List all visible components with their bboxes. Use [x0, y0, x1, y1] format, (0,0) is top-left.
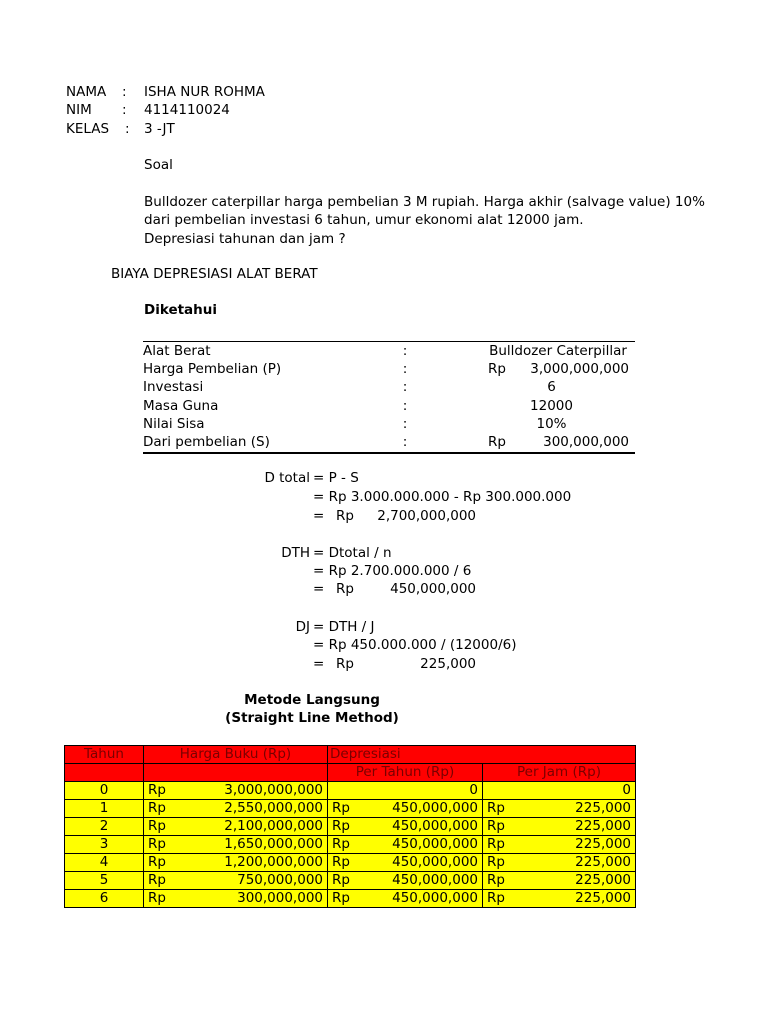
nim-label: NIM	[66, 102, 92, 118]
cell-per-jam	[483, 800, 636, 818]
known-row-masa-guna	[143, 397, 635, 415]
currency-label: Rp	[332, 854, 350, 870]
soal-heading: Soal	[144, 157, 173, 173]
cell-tahun: 2	[65, 818, 144, 836]
amount-value: 2,550,000,000	[224, 800, 323, 816]
header-harga-buku: Harga Buku (Rp)	[144, 746, 328, 764]
cell-per-tahun	[328, 854, 483, 872]
known-label: Investasi	[143, 379, 204, 395]
header-per-tahun: Per Tahun (Rp)	[328, 764, 483, 782]
kelas-value: 3 -JT	[144, 121, 175, 137]
currency-label: Rp	[148, 782, 166, 798]
dth-line-1: = Dtotal / n	[313, 545, 392, 561]
amount-value: 225,000	[575, 872, 631, 888]
header-tahun: Tahun	[65, 746, 144, 764]
nama-value: ISHA NUR ROHMA	[144, 84, 265, 100]
table-row	[65, 800, 636, 818]
table-row	[65, 818, 636, 836]
dj-line-3-value: 225,000	[420, 656, 476, 672]
table-row	[65, 890, 636, 908]
dj-line-2: = Rp 450.000.000 / (12000/6)	[313, 637, 517, 653]
metode-subtitle: (Straight Line Method)	[225, 710, 399, 726]
cell-per-jam	[483, 872, 636, 890]
currency-label: Rp	[332, 836, 350, 852]
dtotal-line-2: = Rp 3.000.000.000 - Rp 300.000.000	[313, 489, 572, 505]
cell-per-tahun	[328, 836, 483, 854]
amount-value: 750,000,000	[237, 872, 323, 888]
amount-value: 2,100,000,000	[224, 818, 323, 834]
known-colon: :	[402, 398, 408, 414]
dtotal-line-3-eq: =	[313, 508, 325, 524]
currency-label: Rp	[332, 872, 350, 888]
nim-colon: :	[122, 102, 127, 118]
cell-harga-buku	[144, 782, 328, 800]
known-value: 6	[547, 379, 556, 395]
dth-line-3-value: 450,000,000	[390, 581, 476, 597]
known-label: Masa Guna	[143, 398, 219, 414]
dth-label: DTH	[281, 545, 310, 561]
amount-value: 225,000	[575, 836, 631, 852]
currency-label: Rp	[487, 872, 505, 888]
amount-value: 225,000	[575, 800, 631, 816]
currency-label: Rp	[332, 890, 350, 906]
dtotal-label: D total	[264, 470, 310, 486]
kelas-label: KELAS	[66, 121, 110, 137]
cell-per-jam	[483, 782, 636, 800]
metode-title: Metode Langsung	[244, 692, 380, 708]
table-row	[65, 836, 636, 854]
amount-value: 225,000	[575, 818, 631, 834]
dj-label: DJ	[295, 619, 310, 635]
known-colon: :	[402, 343, 408, 359]
cell-harga-buku	[144, 800, 328, 818]
cell-per-tahun	[328, 872, 483, 890]
known-row-harga-pembelian	[143, 360, 635, 378]
currency-label: Rp	[487, 890, 505, 906]
known-currency: Rp	[488, 361, 506, 377]
known-colon: :	[402, 361, 408, 377]
depreciation-table	[64, 745, 636, 908]
table-subheader-row	[65, 764, 636, 782]
known-value: 3,000,000,000	[530, 361, 629, 377]
cell-harga-buku	[144, 872, 328, 890]
dtotal-line-3-rp: Rp	[336, 508, 354, 524]
known-label: Nilai Sisa	[143, 416, 205, 432]
table-row	[65, 872, 636, 890]
nim-value: 4114110024	[144, 102, 230, 118]
cell-tahun: 6	[65, 890, 144, 908]
soal-line-3: Depresiasi tahunan dan jam ?	[144, 231, 346, 247]
cell-harga-buku	[144, 890, 328, 908]
known-label: Alat Berat	[143, 343, 211, 359]
currency-label: Rp	[148, 890, 166, 906]
currency-label: Rp	[148, 836, 166, 852]
known-row-nilai-sisa	[143, 415, 635, 433]
cell-harga-buku	[144, 854, 328, 872]
dj-line-3-rp: Rp	[336, 656, 354, 672]
amount-value: 450,000,000	[392, 872, 478, 888]
nama-colon: :	[122, 84, 127, 100]
amount-value: 450,000,000	[392, 890, 478, 906]
currency-label: Rp	[487, 836, 505, 852]
known-row-investasi	[143, 378, 635, 396]
amount-value: 0	[622, 782, 631, 798]
header-per-jam: Per Jam (Rp)	[483, 764, 636, 782]
amount-value: 225,000	[575, 890, 631, 906]
known-value: 12000	[530, 398, 573, 414]
currency-label: Rp	[148, 818, 166, 834]
currency-label: Rp	[487, 854, 505, 870]
amount-value: 450,000,000	[392, 800, 478, 816]
cell-per-tahun	[328, 782, 483, 800]
page-title: BIAYA DEPRESIASI ALAT BERAT	[111, 266, 318, 282]
cell-tahun: 1	[65, 800, 144, 818]
cell-per-jam	[483, 836, 636, 854]
dth-line-3-eq: =	[313, 581, 325, 597]
cell-tahun: 5	[65, 872, 144, 890]
amount-value: 450,000,000	[392, 818, 478, 834]
soal-line-2: dari pembelian investasi 6 tahun, umur ekonomi alat 12000 jam.	[144, 212, 584, 228]
dj-line-3-eq: =	[313, 656, 325, 672]
known-label: Harga Pembelian (P)	[143, 361, 282, 377]
header-empty	[65, 764, 144, 782]
known-colon: :	[402, 434, 408, 450]
currency-label: Rp	[487, 800, 505, 816]
amount-value: 300,000,000	[237, 890, 323, 906]
currency-label: Rp	[148, 854, 166, 870]
soal-line-1: Bulldozer caterpillar harga pembelian 3 M rupiah. Harga akhir (salvage value) 10%	[144, 194, 705, 210]
known-value: 10%	[536, 416, 567, 432]
header-depresiasi: Depresiasi	[328, 746, 636, 764]
cell-tahun: 4	[65, 854, 144, 872]
known-colon: :	[402, 416, 408, 432]
cell-per-jam	[483, 854, 636, 872]
known-value: 300,000,000	[543, 434, 629, 450]
dtotal-line-1: = P - S	[313, 470, 359, 486]
header-empty	[144, 764, 328, 782]
cell-tahun: 3	[65, 836, 144, 854]
cell-tahun: 0	[65, 782, 144, 800]
amount-value: 1,200,000,000	[224, 854, 323, 870]
diketahui-heading: Diketahui	[144, 302, 218, 318]
currency-label: Rp	[332, 800, 350, 816]
amount-value: 225,000	[575, 854, 631, 870]
table-row	[65, 854, 636, 872]
amount-value: 3,000,000,000	[224, 782, 323, 798]
currency-label: Rp	[332, 818, 350, 834]
dth-line-3-rp: Rp	[336, 581, 354, 597]
dj-line-1: = DTH / J	[313, 619, 375, 635]
known-row-alat-berat	[143, 342, 635, 360]
table-header-row	[65, 746, 636, 764]
kelas-colon: :	[125, 121, 130, 137]
known-value: Bulldozer Caterpillar	[489, 343, 627, 359]
known-colon: :	[402, 379, 408, 395]
cell-harga-buku	[144, 818, 328, 836]
table-row	[65, 782, 636, 800]
known-label: Dari pembelian (S)	[143, 434, 270, 450]
currency-label: Rp	[487, 818, 505, 834]
nama-label: NAMA	[66, 84, 107, 100]
known-row-dari-pembelian	[143, 433, 635, 451]
amount-value: 450,000,000	[392, 854, 478, 870]
cell-per-tahun	[328, 818, 483, 836]
known-currency: Rp	[488, 434, 506, 450]
cell-harga-buku	[144, 836, 328, 854]
known-values-table	[143, 341, 635, 454]
cell-per-tahun	[328, 890, 483, 908]
currency-label: Rp	[148, 872, 166, 888]
cell-per-jam	[483, 890, 636, 908]
dth-line-2: = Rp 2.700.000.000 / 6	[313, 563, 472, 579]
cell-per-jam	[483, 818, 636, 836]
currency-label: Rp	[148, 800, 166, 816]
amount-value: 1,650,000,000	[224, 836, 323, 852]
dtotal-line-3-value: 2,700,000,000	[377, 508, 476, 524]
amount-value: 450,000,000	[392, 836, 478, 852]
amount-value: 0	[469, 782, 478, 798]
cell-per-tahun	[328, 800, 483, 818]
